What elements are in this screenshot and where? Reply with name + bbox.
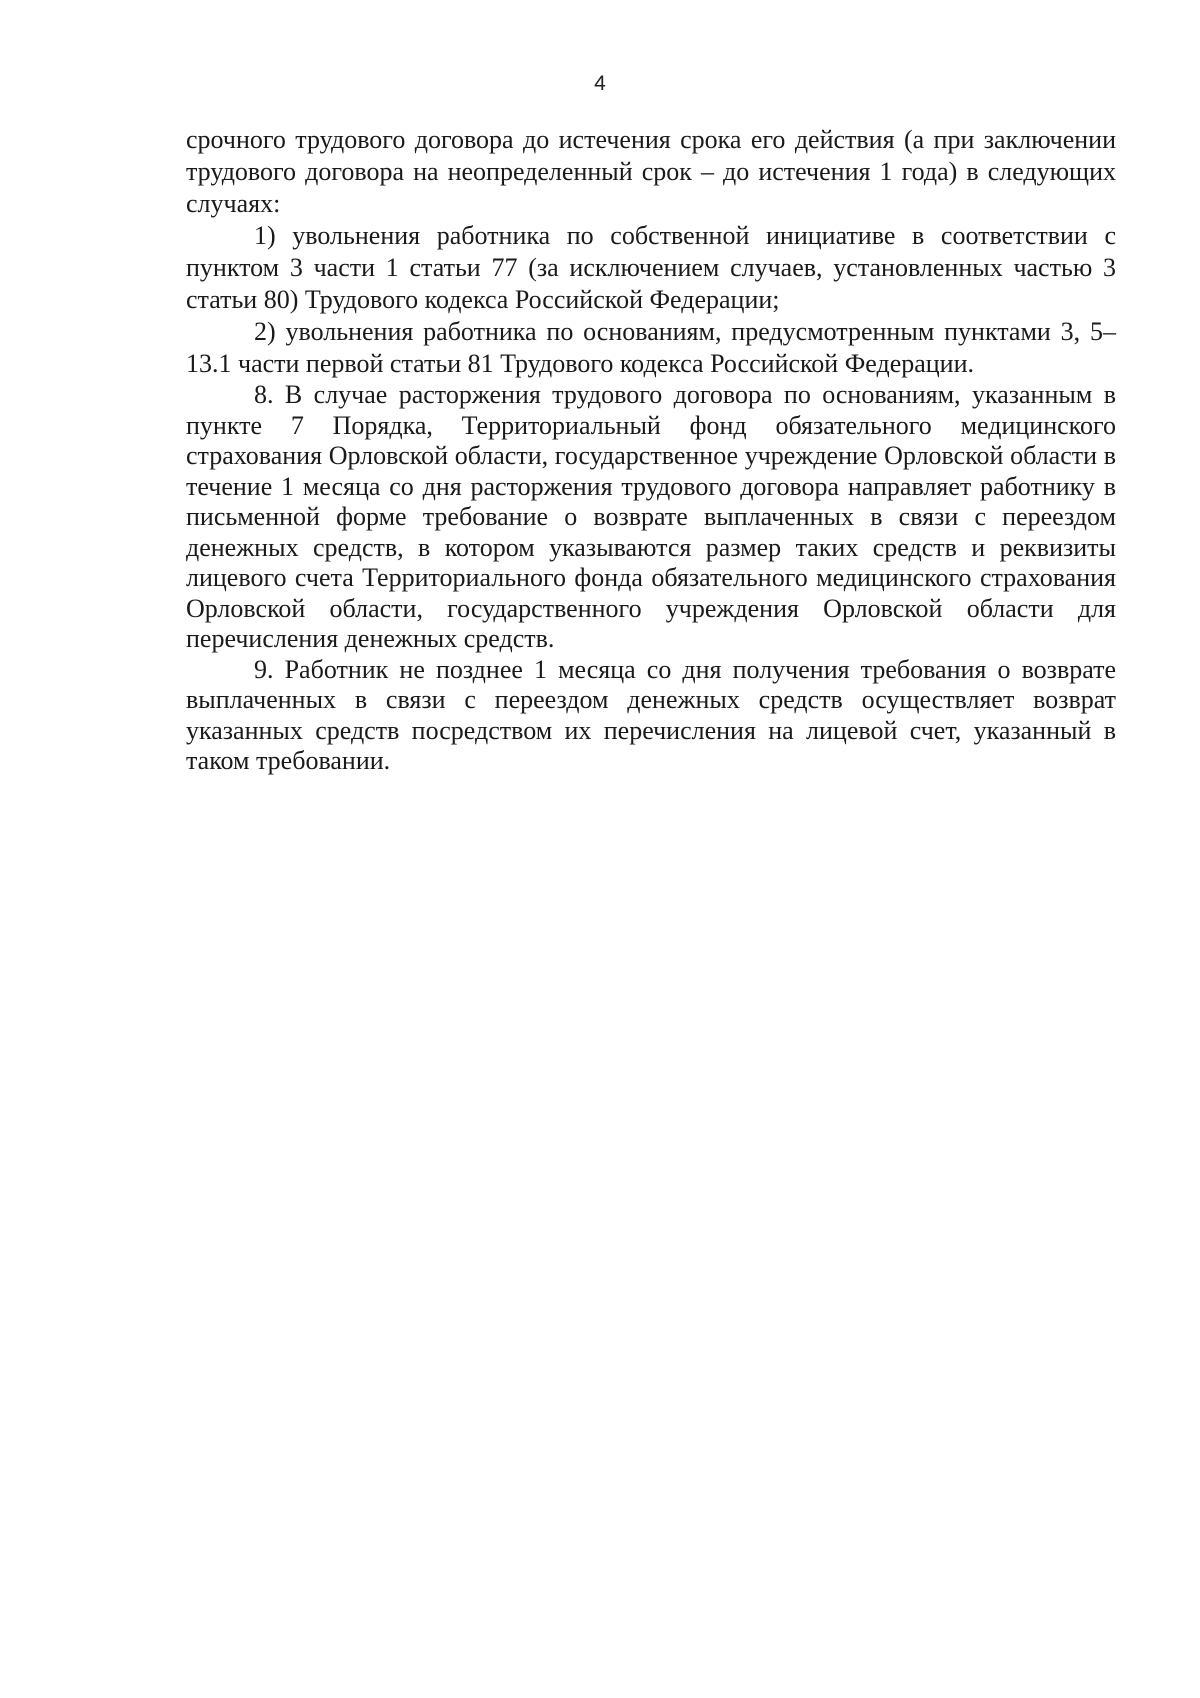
paragraph-clause-9: 9. Работник не позднее 1 месяца со дня получения требования о возврате выплаченных в связи с переездом денежных средств осуществляет возврат указанных средств посредством их перечисления на лицевой счет, указанный в таком требовании. [186,654,1116,775]
paragraph-item-2: 2) увольнения работника по основаниям, предусмотренным пунктами 3, 5–13.1 части первой статьи 81 Трудового кодекса Российской Федерации. [186,317,1116,378]
document-body [186,124,1116,777]
paragraph-clause-8: 8. В случае расторжения трудового договора по основаниям, указанным в пункте 7 Порядка, Территориальный фонд обязательного медицинского страхования Орловской области, государственное учреждение Орловской области в течение 1 месяца со дня расторжения трудового договора направляет работнику в письменной форме требование о возврате выплаченных в связи с переездом денежных средств, в котором указываются размер таких средств и реквизиты лицевого счета Территориального фонда обязательного медицинского страхования Орловской области, государственного учреждения Орловской области для перечисления денежных средств. [186,380,1116,653]
paragraph-item-1: 1) увольнения работника по собственной инициативе в соответствии с пунктом 3 части 1 статьи 77 (за исключением случаев, установленных частью 3 статьи 80) Трудового кодекса Российской Федерации; [186,221,1116,314]
paragraph-continuation: срочного трудового договора до истечения срока его действия (а при заключении трудового договора на неопределенный срок – до истечения 1 года) в следующих случаях: [186,125,1116,218]
page-number: 4 [594,72,606,95]
